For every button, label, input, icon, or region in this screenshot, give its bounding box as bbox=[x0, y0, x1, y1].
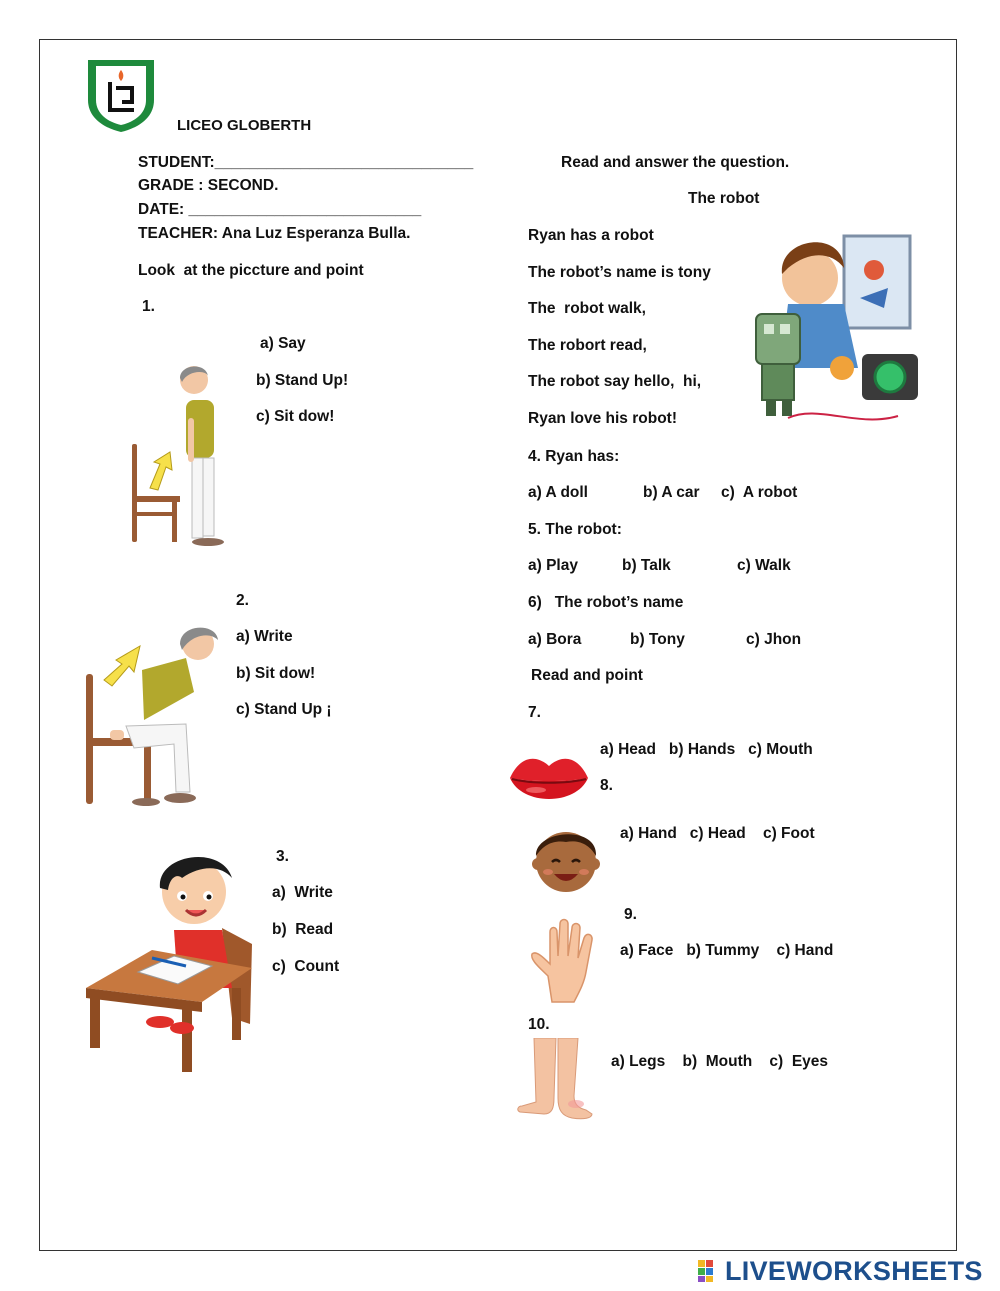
q5-option-c[interactable]: c) Walk bbox=[737, 557, 791, 574]
q2-option-c[interactable]: c) Stand Up ¡ bbox=[236, 701, 332, 718]
q1-number: 1. bbox=[142, 298, 155, 315]
story-line-3: The robot walk, bbox=[528, 300, 646, 317]
q3-option-c[interactable]: c) Count bbox=[272, 958, 340, 975]
sit-down-illustration bbox=[82, 614, 228, 810]
q6-question: 6) The robot’s name bbox=[528, 594, 684, 611]
q9-number: 9. bbox=[624, 906, 637, 923]
q2-number: 2. bbox=[236, 592, 249, 609]
q3-number: 3. bbox=[276, 848, 289, 865]
q2-option-b[interactable]: b) Sit dow! bbox=[236, 665, 316, 682]
legs-illustration bbox=[514, 1038, 606, 1122]
right-instruction-2: Read and point bbox=[531, 667, 643, 684]
q1-option-b[interactable]: b) Stand Up! bbox=[256, 372, 349, 389]
q10-options[interactable]: a) Legs b) Mouth c) Eyes bbox=[611, 1053, 829, 1070]
liveworksheets-brand[interactable] bbox=[697, 1257, 983, 1285]
q4-option-a[interactable]: a) A doll bbox=[528, 484, 588, 501]
student-field[interactable]: STUDENT:______________________________ bbox=[138, 154, 474, 171]
q3-option-a[interactable]: a) Write bbox=[272, 884, 333, 901]
q5-option-b[interactable]: b) Talk bbox=[622, 557, 671, 574]
q6-option-c[interactable]: c) Jhon bbox=[746, 631, 802, 648]
stand-up-illustration bbox=[122, 358, 242, 550]
boy-with-robot-illustration bbox=[748, 228, 924, 434]
q6-option-b[interactable]: b) Tony bbox=[630, 631, 685, 648]
story-title: The robot bbox=[688, 190, 760, 207]
q10-number: 10. bbox=[528, 1016, 550, 1033]
q7-options[interactable]: a) Head b) Hands c) Mouth bbox=[600, 741, 813, 758]
q5-option-a[interactable]: a) Play bbox=[528, 557, 578, 574]
date-field[interactable]: DATE: ___________________________ bbox=[138, 201, 422, 218]
q4-option-c[interactable]: c) A robot bbox=[721, 484, 798, 501]
story-line-6: Ryan love his robot! bbox=[528, 410, 677, 427]
hand-illustration bbox=[526, 918, 610, 1004]
q1-option-c[interactable]: c) Sit dow! bbox=[256, 408, 335, 425]
q2-option-a[interactable]: a) Write bbox=[236, 628, 293, 645]
school-logo bbox=[84, 56, 158, 134]
story-line-1: Ryan has a robot bbox=[528, 227, 654, 244]
story-line-2: The robot’s name is tony bbox=[528, 264, 711, 281]
q1-option-a[interactable]: a) Say bbox=[260, 335, 306, 352]
q4-option-b[interactable]: b) A car bbox=[643, 484, 700, 501]
q4-question: 4. Ryan has: bbox=[528, 448, 620, 465]
q5-question: 5. The robot: bbox=[528, 521, 622, 538]
story-line-4: The robort read, bbox=[528, 337, 647, 354]
face-illustration bbox=[526, 820, 606, 898]
right-instruction: Read and answer the question. bbox=[561, 154, 790, 171]
left-instruction: Look at the piccture and point bbox=[138, 262, 364, 279]
q7-number: 7. bbox=[528, 704, 541, 721]
story-line-5: The robot say hello, hi, bbox=[528, 373, 702, 390]
brand-text: LIVEWORKSHEETS bbox=[725, 1255, 983, 1286]
q9-options[interactable]: a) Face b) Tummy c) Hand bbox=[620, 942, 834, 959]
q8-number: 8. bbox=[600, 777, 613, 794]
q3-option-b[interactable]: b) Read bbox=[272, 921, 334, 938]
liveworksheets-logo-icon bbox=[697, 1259, 721, 1283]
q6-option-a[interactable]: a) Bora bbox=[528, 631, 582, 648]
lips-illustration bbox=[506, 748, 592, 812]
grade-label: GRADE : SECOND. bbox=[138, 177, 279, 194]
boy-writing-illustration bbox=[82, 848, 260, 1074]
teacher-label: TEACHER: Ana Luz Esperanza Bulla. bbox=[138, 225, 411, 242]
q8-options[interactable]: a) Hand c) Head c) Foot bbox=[620, 825, 815, 842]
school-name: LICEO GLOBERTH bbox=[177, 117, 312, 134]
